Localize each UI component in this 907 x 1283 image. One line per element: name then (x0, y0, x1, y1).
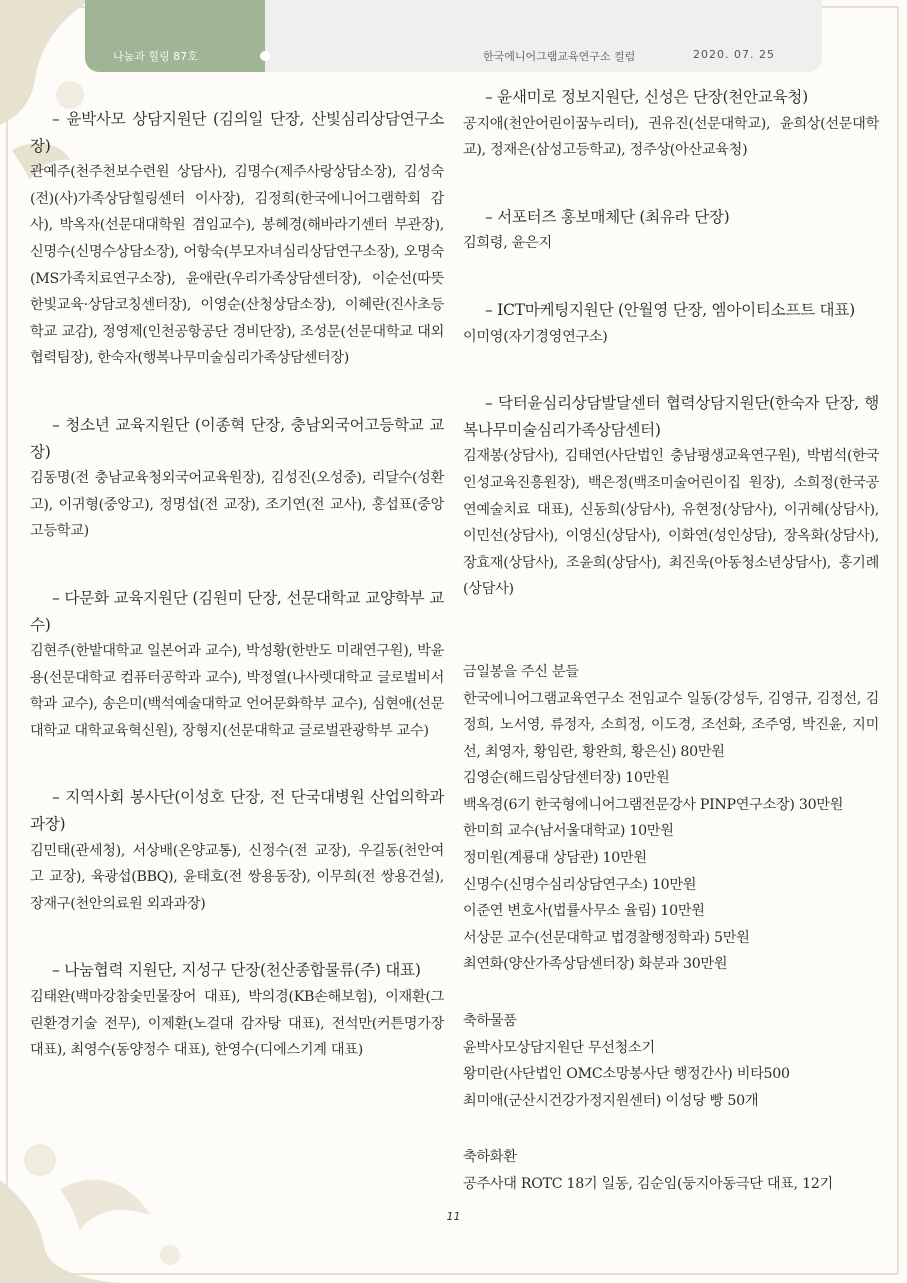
section-title: – 윤박사모 상담지원단 (김의일 단장, 산빛심리상담연구소장) (30, 110, 444, 155)
donor-item: 신명수(신명수심리상담연구소) 10만원 (463, 876, 697, 893)
donor-item: 김영순(해드림상담센터장) 10만원 (463, 770, 670, 787)
section-title: – 청소년 교육지원단 (이종혁 단장, 충남외국어고등학교 교장) (30, 415, 444, 461)
section-title: – 서포터즈 홍보매체단 (최유라 단장) (485, 207, 730, 226)
flowers-title: 축하화환 (463, 1149, 517, 1166)
donor-item: 한국에니어그램교육연구소 전임교수 일동(강성두, 김영규, 김정선, 김정희, 노서영, 류정자, 소희정, 이도경, 조선화, 조주영, 박진윤, 지미선, 최영자, 황임란, 황완희, 황은신) 80만원 (463, 690, 879, 760)
donor-item: 이준연 변호사(법률사무소 율림) 10만원 (463, 903, 705, 920)
gift-item: 최미애(군산시건강가정지원센터) 이성당 빵 50개 (463, 1092, 759, 1109)
section-title: – 다문화 교육지원단 (김원미 단장, 선문대학교 교양학부 교수) (30, 588, 444, 634)
header-dot-icon (260, 51, 270, 61)
donor-item: 서상문 교수(선문대학교 법경찰행정학과) 5만원 (463, 929, 750, 946)
section-body: 김동명(전 충남교육청외국어교육원장), 김성진(오성중), 리달수(성환고), 이귀형(중앙고), 정명섭(전 교장), 조기연(전 교사), 홍섭표(중앙고등학교) (30, 470, 444, 540)
column-title: 한국에니어그램교육연구소 컬럼 (483, 50, 636, 63)
magazine-issue: 나눔과 힐링 87호 (113, 50, 198, 63)
donors-title: 금일봉을 주신 분들 (463, 663, 579, 680)
gifts-title: 축하물품 (463, 1013, 517, 1030)
donor-item: 정미원(계룡대 상담관) 10만원 (463, 850, 647, 867)
section-title: – 나눔협력 지원단, 지성구 단장(천산종합물류(주) 대표) (52, 961, 421, 980)
section-body: 김민태(관세청), 서상배(온양교통), 신정수(전 교장), 우길동(천안여고 교장), 육광섭(BBQ), 윤태호(전 쌍용동장), 이무희(전 쌍용건설), 장재구(천안의료원 외과과장) (30, 842, 444, 912)
section-body: 공지애(천안어린이꿈누리터), 권유진(선문대학교), 윤희상(선문대학교), 정재은(삼성고등학교), 정주상(아산교육청) (463, 115, 879, 159)
section-title: – 윤새미로 정보지원단, 신성은 단장(천안교육청) (485, 88, 808, 106)
issue-date: 2020. 07. 25 (693, 48, 775, 61)
section-body: 관예주(천주천보수련원 상담사), 김명수(제주사랑상담소장), 김성숙(전)(사)가족상담힐링센터 이사장), 김정희(한국에니어그램학회 감사), 박옥자(선문대대학원 겸임교수), 봉혜경(해바라기센터 부관장), 신명수(신명수상담소장), 어항숙(부모자녀심리상담연구소장), 오명숙(MS가족치료연구소장), 윤애란(우리가족상담센터장), 이순선(따뜻한빛교육·상담코칭센터장), 이영순(산청상담소장), 이혜란(진사초등학교 교감), 정영제(인천공항공단 경비단장), 조성문(선문대학교 대외협력팀장), 한숙자(행복나무미술심리가족상담센터장) (30, 164, 444, 367)
section-body: 김현주(한밭대학교 일본어과 교수), 박성황(한반도 미래연구원), 박윤용(선문대학교 컴퓨터공학과 교수), 박정열(나사렛대학교 글로벌비서학과 교수), 송은미(백석예술대학교 언어문화학부 교수), 심현애(선문대학교 대학교육혁신원), 장형지(선문대학교 글로벌관광학부 교수) (30, 643, 444, 739)
flowers-body: 공주사대 ROTC 18기 일동, 김순임(둥지아동극단 대표, 12기 (463, 1176, 833, 1192)
section-body: 김재봉(상담사), 김태연(사단법인 충남평생교육연구원), 박범석(한국인성교육진흥원장), 백은정(백조미술어린이집 원장), 소희정(한국공연예술치료 대표), 신동희(상담사), 유현정(상담사), 이귀혜(상담사), 이민선(상담사), 이영신(상담사), 이화연(성인상담), 장옥화(상담사), 장효재(상담사), 조윤희(상담사), 최진욱(아동청소년상담사), 홍기례(상담사) (463, 448, 879, 598)
page-number: 11 (446, 1210, 461, 1223)
section-title: – 닥터윤심리상담발달센터 협력상담지원단(한숙자 단장, 행복나무미술심리가족상담센터) (463, 394, 879, 439)
gift-item: 윤박사모상담지원단 무선청소기 (463, 1039, 655, 1056)
right-column (463, 84, 879, 1198)
section-body: 이미영(자기경영연구소) (463, 328, 608, 345)
gift-item: 왕미란(사단법인 OMC소망봉사단 행정간사) 비타500 (463, 1066, 790, 1083)
donor-item: 백옥경(6기 한국형에니어그램전문강사 PINP연구소장) 30만원 (463, 796, 844, 813)
donor-item: 한미희 교수(남서울대학교) 10만원 (463, 823, 674, 840)
section-title: – 지역사회 봉사단(이성호 단장, 전 단국대병원 산업의학과 과장) (30, 788, 444, 834)
page-header (85, 0, 822, 72)
donor-item: 최연화(양산가족상담센터장) 화분과 30만원 (463, 956, 728, 973)
left-column (30, 84, 444, 1064)
section-body: 김태완(백마강참숯민물장어 대표), 박의경(KB손해보험), 이재환(그린환경기술 전무), 이제환(노걸대 감자탕 대표), 전석만(커튼명가장 대표), 최영수(동양정수 대표), 한영수(디에스기계 대표) (30, 989, 444, 1059)
section-title: – ICT마케팅지원단 (안월영 단장, 엠아이티소프트 대표) (485, 300, 855, 319)
section-body: 김희령, 윤은지 (463, 235, 552, 252)
